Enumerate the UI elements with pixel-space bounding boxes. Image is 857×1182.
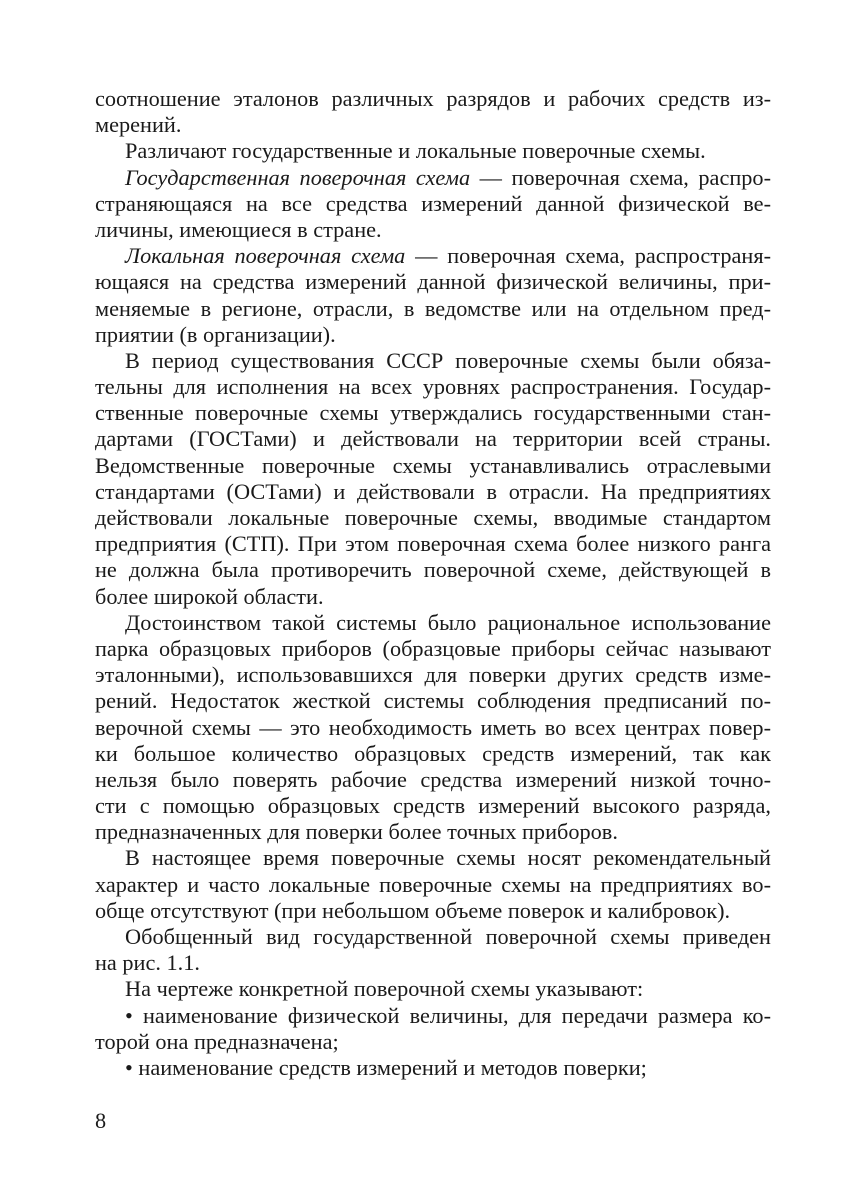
line-text: соотношение эталонов различных разрядов и рабочих средств из- (95, 86, 771, 111)
line-text: на рис. 1.1. (95, 950, 200, 976)
text-line (95, 112, 771, 138)
line-text: ки большое количество образцовых средств измерений, так как (95, 740, 771, 766)
italic-term: Локальная поверочная схема (125, 243, 406, 269)
line-text: меняемые в регионе, отрасли, в ведомстве или на отдельном пред- (95, 295, 771, 321)
text-line (95, 400, 771, 426)
text-line (95, 976, 771, 1002)
line-text: ющаяся на средства измерений данной физической величины, при- (95, 269, 771, 295)
line-text: В период существования СССР поверочные схемы были обяза- (125, 347, 771, 373)
line-text: тельны для исполнения на всех уровнях распространения. Государ- (95, 374, 771, 400)
text-line (95, 557, 771, 583)
text-line (95, 584, 771, 610)
text-line (95, 898, 771, 924)
line-text: сти с помощью образцовых средств измерений высокого разряда, (95, 793, 771, 819)
text-line (95, 819, 771, 845)
text-line (95, 793, 771, 819)
text-line (95, 688, 771, 714)
document-page-body (95, 86, 771, 1081)
text-line (95, 715, 771, 741)
line-text: мерений. (95, 112, 182, 138)
line-text: верочной схемы — это необходимость иметь во всех центрах повер- (95, 714, 771, 740)
text-line (95, 217, 771, 243)
line-text: характер и часто локальные поверочные схемы на предприятиях во- (95, 871, 771, 897)
text-line (95, 505, 771, 531)
text-line (95, 322, 771, 348)
line-text: действовали локальные поверочные схемы, вводимые стандартом (95, 505, 771, 530)
line-text: торой она предназначена; (95, 1028, 339, 1054)
page-number: 8 (95, 1108, 107, 1133)
text-line (95, 243, 771, 269)
line-text: приятии (в организации). (95, 321, 336, 347)
text-line (95, 950, 771, 976)
text-line (95, 269, 771, 295)
text-line (95, 767, 771, 793)
text-line (95, 610, 771, 636)
text-line (95, 165, 771, 191)
text-line (95, 86, 771, 112)
line-text: Ведомственные поверочные схемы устанавливались отраслевыми (95, 452, 771, 478)
line-text: стандартами (ОСТами) и действовали в отрасли. На предприятиях (95, 478, 771, 504)
line-text: рений. Недостаток жесткой системы соблюдения предписаний по- (95, 688, 771, 714)
text-line (95, 872, 771, 898)
line-text: — поверочная схема, распространя- (405, 243, 771, 269)
text-line (95, 1055, 771, 1081)
line-text: Обобщенный вид государственной поверочной схемы приведен (125, 924, 771, 949)
text-line (95, 662, 771, 688)
line-text: предназначенных для поверки более точных приборов. (95, 819, 618, 845)
line-text: парка образцовых приборов (образцовые приборы сейчас называют (95, 635, 771, 661)
line-text: обще отсутствуют (при небольшом объеме поверок и калибровок). (95, 897, 731, 923)
line-text: • наименование средств измерений и методов поверки; (125, 1054, 647, 1080)
text-line (95, 531, 771, 557)
italic-term: Государственная поверочная схема (125, 164, 471, 190)
line-text: В настоящее время поверочные схемы носят рекомендательный (125, 845, 771, 871)
line-text: эталонными), использовавшихся для поверки других средств изме- (95, 662, 771, 688)
line-text: личины, имеющиеся в стране. (95, 216, 382, 242)
line-text: дартами (ГОСТами) и действовали на территории всей страны. (95, 426, 771, 452)
line-text: нельзя было поверять рабочие средства измерений низкой точно- (95, 766, 771, 792)
line-text: ственные поверочные схемы утверждались государственными стан- (95, 400, 771, 426)
text-line (95, 453, 771, 479)
text-line (95, 374, 771, 400)
text-line (95, 741, 771, 767)
line-text: более широкой области. (95, 583, 324, 609)
text-line (95, 845, 771, 871)
text-line (95, 479, 771, 505)
text-line (95, 924, 771, 950)
line-text: На чертеже конкретной поверочной схемы указывают: (125, 976, 644, 1002)
line-text: • наименование физической величины, для передачи размера ко- (125, 1002, 771, 1028)
line-text: Различают государственные и локальные поверочные схемы. (125, 138, 706, 164)
line-text: страняющаяся на все средства измерений данной физической ве- (95, 190, 771, 216)
text-line (95, 1003, 771, 1029)
line-text: предприятия (СТП). При этом поверочная схема более низкого ранга (95, 531, 771, 557)
line-text: — поверочная схема, распро- (470, 164, 771, 190)
line-text: не должна была противоречить поверочной схеме, действующей в (95, 557, 771, 583)
text-line (95, 191, 771, 217)
text-line (95, 426, 771, 452)
text-line (95, 138, 771, 164)
text-line (95, 636, 771, 662)
text-line (95, 1029, 771, 1055)
text-line (95, 348, 771, 374)
line-text: Достоинством такой системы было рациональное использование (125, 609, 771, 635)
text-line (95, 296, 771, 322)
